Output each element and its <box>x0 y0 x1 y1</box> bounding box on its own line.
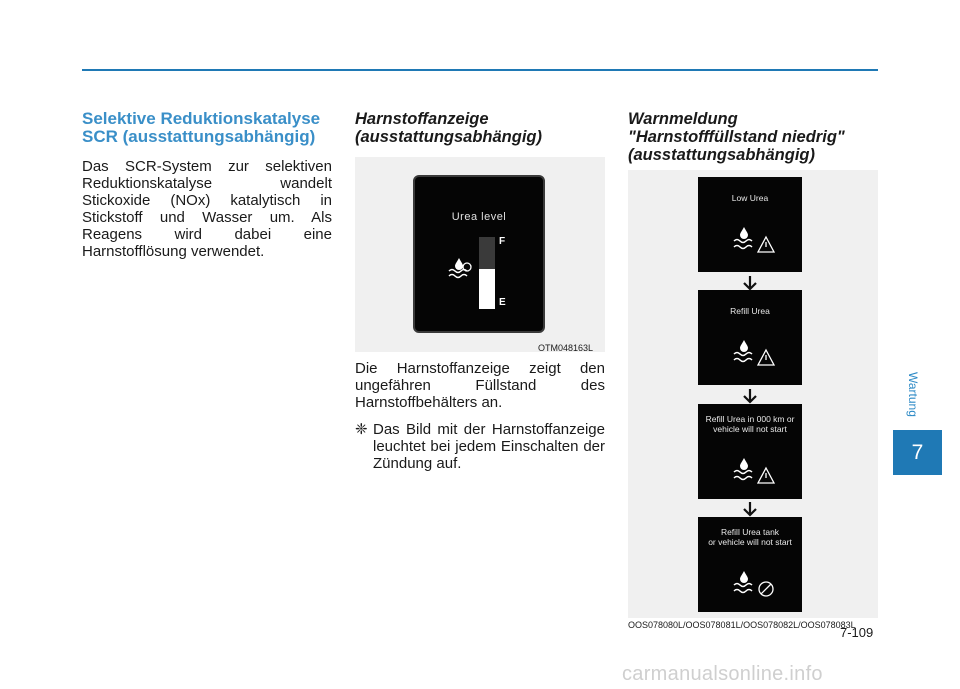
section-heading-low-urea <box>628 110 878 164</box>
arrow-down-icon <box>741 275 759 291</box>
arrow-down-icon <box>741 388 759 404</box>
warning-line: vehicle will not start <box>713 424 787 434</box>
warning-text <box>698 527 802 547</box>
heading-line: SCR (ausstattungsabhängig) <box>82 127 316 146</box>
chapter-tab: 7 <box>893 430 942 475</box>
watermark: carmanualsonline.info <box>622 663 823 685</box>
urea-warning-icon <box>732 338 776 370</box>
figure-code: OOS078080L/OOS078081L/OOS078082L/OOS078083L <box>628 620 856 630</box>
heading-line: Warnmeldung <box>628 110 738 128</box>
warning-box-refill-urea <box>698 290 802 385</box>
scr-body-text: Das SCR-System zur selektiven Reduktionskatalyse wandelt Stickoxide (NOx) katalytisch in Stickstoff und Wasser um. Als Reagens wird dabei eine Harnstofflösung verwendet. <box>82 158 332 260</box>
urea-warning-icon <box>732 456 776 488</box>
urea-gauge-body: Die Harnstoffanzeige zeigt den ungefähren Füllstand des Harnstoffbehälters an. <box>355 360 605 411</box>
warning-box-refill-tank <box>698 517 802 612</box>
heading-line: (ausstattungsabhängig) <box>628 146 816 164</box>
section-heading-scr <box>82 110 332 146</box>
urea-warning-icon <box>732 225 776 257</box>
section-heading-urea-gauge <box>355 110 605 146</box>
warning-line: Refill Urea tank <box>720 527 780 537</box>
urea-level-bar <box>479 237 495 309</box>
urea-level-display <box>413 175 545 333</box>
section-low-urea-warning <box>628 110 878 164</box>
full-label: F <box>499 236 506 247</box>
heading-line: Harnstoffanzeige <box>355 110 489 128</box>
warning-line: Refill Urea in 000 km or <box>705 414 795 424</box>
empty-label: E <box>499 297 506 308</box>
warning-line: or vehicle will not start <box>708 537 792 547</box>
arrow-down-icon <box>741 501 759 517</box>
warning-line: Low Urea <box>731 193 769 203</box>
top-rule <box>82 69 878 71</box>
chapter-side-label: Wartung <box>906 372 920 417</box>
warning-text <box>698 414 802 434</box>
heading-line: "Harnstofffüllstand niedrig" <box>628 128 845 146</box>
note-text: Das Bild mit der Harnstoffanzeige leuchtet bei jedem Einschalten der Zündung auf. <box>373 421 605 472</box>
urea-gauge-text <box>355 360 605 472</box>
warning-text <box>698 193 802 203</box>
warning-text <box>698 306 802 316</box>
page-number: 7-109 <box>840 625 874 640</box>
note-symbol: ❈ <box>355 421 368 438</box>
section-scr <box>82 110 332 260</box>
urea-no-start-icon <box>732 569 776 601</box>
heading-line: Selektive Reduktionskatalyse <box>82 109 321 128</box>
warning-line: Refill Urea <box>730 306 770 316</box>
urea-level-title: Urea level <box>451 211 507 223</box>
warning-box-low-urea <box>698 177 802 272</box>
figure-code: OTM048163L <box>538 343 594 353</box>
warning-box-refill-km <box>698 404 802 499</box>
urea-gauge-note <box>355 421 605 472</box>
urea-level-fill <box>479 269 495 309</box>
heading-line: (ausstattungsabhängig) <box>355 128 543 146</box>
urea-drop-icon <box>445 255 473 283</box>
section-urea-gauge <box>355 110 605 146</box>
